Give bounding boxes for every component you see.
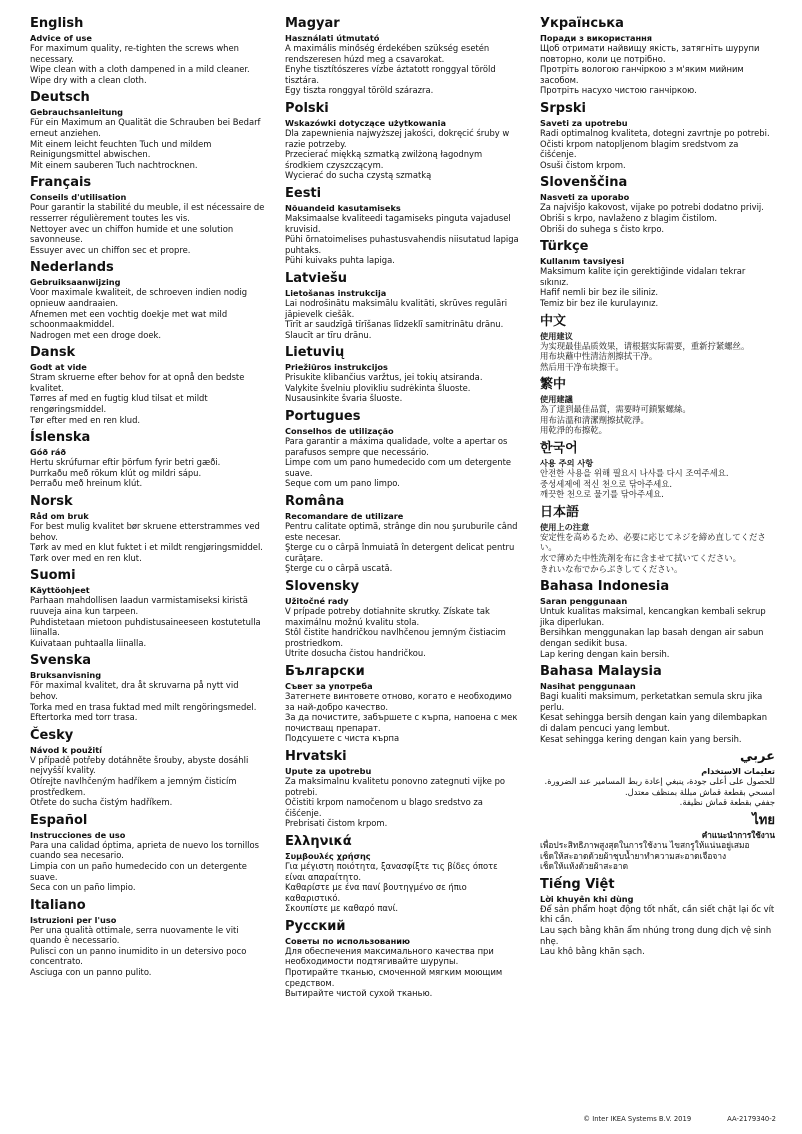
instruction-line: Maksimum kalite için gerektiğinde vidaları tekrar sıkınız. xyxy=(540,266,746,287)
language-name: Español xyxy=(30,812,88,828)
instruction-line: Očistiti krpom namočenom u blago sredstvo za čišćenje. xyxy=(285,797,483,818)
instruction-line: Za maksimalnu kvalitetu ponovno zategnuti vijke po potrebi. xyxy=(285,775,506,797)
language-name: Slovenščina xyxy=(540,175,628,191)
section-eesti xyxy=(285,186,520,266)
instruction-line: Щоб отримати найвищу якість, затягніть шурупи повторно, коли це потрібно. xyxy=(540,43,760,64)
section-subtitle: Upute za upotrebu xyxy=(285,765,372,776)
instruction-line: Prisukite klibančius varžtus, jei tokių atsiranda. xyxy=(285,372,483,383)
instruction-line: Untuk kualitas maksimal, kencangkan kembali sekrup jika diperlukan. xyxy=(540,606,766,627)
section-subtitle: Advice of use xyxy=(30,33,92,43)
instruction-line: Für ein Maximum an Qualität die Schrauben bei Bedarf erneut anziehen. xyxy=(30,117,261,138)
section-cesky xyxy=(30,728,265,808)
language-name: 한국어 xyxy=(540,441,578,457)
instruction-line: きれいな布でからぶきしてください。 xyxy=(540,563,683,574)
instruction-line: Para una calidad óptima, aprieta de nuevo los tornillos cuando sea necesario. xyxy=(30,839,259,861)
section-subtitle: Bruksanvisning xyxy=(30,670,102,681)
instruction-line: Lau sạch bằng khăn ẩm nhúng trong dung dịch vệ sinh nhẹ. xyxy=(540,924,772,946)
instruction-line: Nadrogen met een droge doek. xyxy=(30,329,162,340)
instruction-line: Za najvišjo kakovost, vijake po potrebi dodatno privij. xyxy=(540,202,764,213)
instruction-line: Подсушете с чиста кърпа xyxy=(285,733,400,744)
instruction-line: Σκουπίστε με καθαρό πανί. xyxy=(285,903,399,914)
instruction-line: เพื่อประสิทธิภาพสูงสุดในการใช้งาน ไขสกรูให้แน่นอยู่เสมอ xyxy=(540,839,750,850)
section-subtitle: Saran penggunaan xyxy=(540,596,628,607)
instruction-line: 안전한 사용을 위해 필요시 나사를 다시 조여주세요. xyxy=(540,468,729,479)
instruction-line: Asciuga con un panno pulito. xyxy=(30,967,152,978)
instruction-line: Očisti krpom natopljenom blagim sredstvom za čišćenje. xyxy=(540,138,739,160)
language-name: Français xyxy=(30,175,92,191)
section-subtitle: تعليمات الاستخدام xyxy=(701,766,775,777)
instruction-line: Osuši čistom krpom. xyxy=(540,159,626,170)
footer xyxy=(583,1115,776,1124)
instruction-line: Tørres af med en fugtig klud tilsat et mildt rengøringsmiddel. xyxy=(30,393,208,415)
instruction-line: Torka med en trasa fuktad med milt rengöringsmedel. xyxy=(30,701,257,712)
section-subtitle: Godt at vide xyxy=(30,362,87,373)
instruction-line: Pentru calitate optimă, strânge din nou şuruburile când este necesar. xyxy=(285,521,518,542)
section-slovensky xyxy=(285,579,520,659)
section-subtitle: Nõuandeid kasutamiseks xyxy=(285,202,401,213)
section-italiano xyxy=(30,898,265,978)
section-espanol xyxy=(30,813,265,893)
instruction-line: Limpe com um pano humedecido com um detergente suave. xyxy=(285,457,512,478)
language-name: عربي xyxy=(739,749,775,765)
instruction-line: Pour garantir la stabilité du meuble, il est nécessaire de resserrer régulièrement toutes les vis. xyxy=(30,202,265,223)
instruction-line: Протріть вологою ганчіркою з м'яким мийним засобом. xyxy=(540,64,744,85)
instruction-line: Mit einem sauberen Tuch nachtrocknen. xyxy=(30,159,198,170)
language-name: Slovensky xyxy=(285,579,360,594)
instruction-line: Maksimaalse kvaliteedi tagamiseks pinguta vajadusel kruvisid. xyxy=(285,212,511,234)
instruction-line: Вытирайте чистой сухой тканью. xyxy=(285,988,433,999)
section-lietuviu xyxy=(285,345,520,404)
section-subtitle: Istruzioni per l'uso xyxy=(30,914,117,925)
instruction-line: Stram skruerne efter behov for at opnå den bedste kvalitet. xyxy=(30,372,245,393)
language-name: Lietuvių xyxy=(285,345,345,361)
section-subtitle: Návod k použití xyxy=(30,744,102,755)
language-name: Portugues xyxy=(285,409,361,425)
language-name: Italiano xyxy=(30,897,86,913)
section-russkiy xyxy=(285,919,520,999)
instruction-line: Parhaan mahdollisen laadun varmistamiseksi kiristä ruuveja aina kun tarpeen. xyxy=(30,595,248,616)
instruction-line: Otřete do sucha čistým hadříkem. xyxy=(30,797,173,808)
instruction-line: Затегнете винтовете отново, когато е необходимо за най-добро качество. xyxy=(285,690,512,712)
section-subtitle: Поради з використання xyxy=(540,33,653,43)
language-name: Dansk xyxy=(30,345,76,361)
section-subtitle: Συμβουλές χρήσης xyxy=(285,850,371,861)
language-name: Svenska xyxy=(30,653,92,669)
instruction-line: Temiz bir bez ile kurulayınız. xyxy=(540,297,659,308)
section-subtitle: Съвет за употреба xyxy=(285,680,373,691)
instruction-line: Essuyer avec un chiffon sec et propre. xyxy=(30,244,191,255)
instruction-line: Wycierać do sucha czystą szmatką xyxy=(285,170,432,181)
section-subtitle: Recomandare de utilizare xyxy=(285,511,404,522)
language-name: 中文 xyxy=(540,313,567,329)
section-dansk xyxy=(30,345,265,425)
column-3 xyxy=(540,14,775,1004)
instruction-line: Þurrkaðu með rökum klút og mildri sápu. xyxy=(30,467,202,478)
section-thai xyxy=(540,813,775,872)
instruction-line: للحصول على أعلى جودة، ينبغي إعادة ربط المسامير عند الضرورة. xyxy=(544,776,775,787)
language-name: Srpski xyxy=(540,100,586,116)
section-chinese-simplified xyxy=(540,314,775,373)
section-ellinika xyxy=(285,834,520,914)
instruction-line: Kesat sehingga kering dengan kain yang bersih. xyxy=(540,733,742,744)
section-nederlands xyxy=(30,260,265,340)
section-norsk xyxy=(30,494,265,563)
section-subtitle: Instrucciones de uso xyxy=(30,829,126,840)
section-bulgarski xyxy=(285,664,520,744)
section-japanese xyxy=(540,505,775,574)
instruction-line: Radi optimalnog kvaliteta, dotegni zavrtnje po potrebi. xyxy=(540,127,770,138)
instruction-line: За да почистите, забършете с кърпа, напоена с мек почистващ препарат. xyxy=(285,712,518,733)
instruction-line: جففي بقطعة قماش نظيفة. xyxy=(679,797,775,808)
section-subtitle: 使用上の注意 xyxy=(540,521,590,532)
section-magyar xyxy=(285,16,520,96)
section-tieng-viet xyxy=(540,877,775,957)
instruction-line: 為了達到最佳品質，需要時可鎖緊螺絲。 xyxy=(540,404,691,415)
instruction-line: امسحي بقطعة قماش مبللة بمنظف معتدل. xyxy=(624,786,775,797)
instruction-line: Prebrisati čistom krpom. xyxy=(285,818,388,829)
language-name: Česky xyxy=(30,727,74,743)
instruction-line: Kuivataan puhtaalla liinalla. xyxy=(30,637,147,648)
section-korean xyxy=(540,441,775,500)
instruction-line: Afnemen met een vochtig doekje met wat mild schoonmaakmiddel. xyxy=(30,308,228,330)
instruction-line: Nettoyer avec un chiffon humide et une solution savonneuse. xyxy=(30,223,234,245)
instruction-line: For best mulig kvalitet bør skruene etterstrammes ved behov. xyxy=(30,521,260,542)
section-subtitle: 使用建議 xyxy=(540,394,573,405)
language-name: Bahasa Indonesia xyxy=(540,579,670,595)
instruction-line: Þerraðu með hreinum klút. xyxy=(30,478,143,489)
section-subtitle: Saveti za upotrebu xyxy=(540,117,628,128)
instruction-line: Pühi õrnatoimelises puhastusvahendis niisutatud lapiga puhtaks. xyxy=(285,234,519,255)
section-subtitle: Kullanım tavsiyesi xyxy=(540,256,625,267)
instruction-line: Para garantir a máxima qualidade, volte a apertar os parafusos sempre que necessário. xyxy=(285,436,508,457)
language-name: Íslenska xyxy=(30,430,91,446)
section-english xyxy=(30,16,265,85)
instruction-line: V prípade potreby dotiahnite skrutky. Získate tak maximálnu možnú kvalitu stola. xyxy=(285,606,490,627)
instruction-line: เช็ดให้แห้งด้วยผ้าสะอาด xyxy=(540,861,629,872)
instruction-line: Lau khô bằng khăn sạch. xyxy=(540,946,645,957)
column-2 xyxy=(285,14,520,1004)
section-subtitle: 사용 주의 사항 xyxy=(540,458,594,469)
instruction-line: Lap kering dengan kain bersih. xyxy=(540,648,670,659)
document-number: AA-2179340-2 xyxy=(727,1115,776,1123)
instruction-line: Mit einem leicht feuchten Tuch und mildem Reinigungsmittel abwischen. xyxy=(30,138,212,160)
section-islenska xyxy=(30,430,265,489)
instruction-line: Şterge cu o cârpă înmuiată în detergent delicat pentru curăţare. xyxy=(285,542,515,563)
language-name: Deutsch xyxy=(30,90,90,106)
section-turkce xyxy=(540,239,775,308)
section-romana xyxy=(285,494,520,574)
section-bahasa-malaysia xyxy=(540,664,775,744)
instruction-line: Şterge cu o cârpă uscată. xyxy=(285,563,393,574)
language-name: Latviešu xyxy=(285,270,348,286)
instruction-line: A maximális minőség érdekében szükség esetén rendszeresen húzd meg a csavarokat. xyxy=(285,43,490,64)
section-svenska xyxy=(30,653,265,722)
instruction-line: För maximal kvalitet, dra åt skruvarna på nytt vid behov. xyxy=(30,680,239,701)
section-subtitle: Conselhos de utilização xyxy=(285,426,394,437)
instruction-line: Καθαρίστε με ένα πανί βουτηγμένο σε ήπιο καθαριστικό. xyxy=(285,882,467,903)
language-name: English xyxy=(30,16,84,31)
section-subtitle: Góð ráð xyxy=(30,447,67,458)
section-subtitle: 使用建议 xyxy=(540,330,573,341)
section-subtitle: Priežiūros instrukcijos xyxy=(285,362,388,373)
instruction-line: Протріть насухо чистою ганчіркою. xyxy=(540,85,697,96)
section-srpski xyxy=(540,101,775,170)
section-deutsch xyxy=(30,90,265,170)
instruction-line: 用布块蘸中性清洁剂擦拭干净。 xyxy=(540,351,658,362)
instruction-line: Протирайте тканью, смоченной мягким моющим средством. xyxy=(285,967,503,988)
section-francais xyxy=(30,175,265,255)
instruction-line: Eftertorka med torr trasa. xyxy=(30,712,138,723)
section-ukrainska xyxy=(540,16,775,96)
instruction-line: 然后用干净布块擦干。 xyxy=(540,361,624,372)
section-polski xyxy=(285,101,520,181)
instruction-line: Pühi kuivaks puhta lapiga. xyxy=(285,255,395,266)
instruction-line: Tīrīt ar saudzīgā tīrīšanas līdzeklī samitrinātu drānu. xyxy=(285,319,504,330)
instruction-line: Tør efter med en ren klud. xyxy=(30,414,141,425)
language-name: Româna xyxy=(285,494,345,510)
instruction-line: Limpia con un paño humedecido con un detergente suave. xyxy=(30,860,247,882)
section-subtitle: Nasveti za uporabo xyxy=(540,192,630,203)
section-subtitle: Nasihat penggunaan xyxy=(540,681,636,692)
language-name: Tiếng Việt xyxy=(540,876,615,892)
section-subtitle: Lietošanas instrukcija xyxy=(285,287,387,298)
instruction-line: Stôl čistite handričkou navlhčenou jemným čistiacim prostriedkom. xyxy=(285,627,506,648)
section-hrvatski xyxy=(285,749,520,829)
instruction-line: Puhdistetaan mietoon puhdistusaineeseen kostutetulla liinalla. xyxy=(30,616,261,638)
section-subtitle: Käyttöohjeet xyxy=(30,585,90,596)
language-name: 日本語 xyxy=(540,504,580,520)
language-name: Ελληνικά xyxy=(285,833,352,849)
instruction-line: Bagi kualiti maksimum, perketatkan semula skru jika perlu. xyxy=(540,691,763,712)
instruction-line: Egy tiszta ronggyal töröld szárazra. xyxy=(285,85,434,96)
instruction-line: Nusausinkite švaria šluoste. xyxy=(285,393,403,404)
instruction-line: Otírejte navlhčeným hadříkem a jemným čisticím prostředkem. xyxy=(30,775,237,797)
instruction-line: 为实现最佳品质效果，请根据实际需要，重新拧紧螺丝。 xyxy=(540,340,750,351)
instruction-line: 安定性を高めるため、必要に応じてネジを締め直してください。 xyxy=(540,531,766,553)
instruction-line: Obriši s krpo, navlaženo z blagim čistilom. xyxy=(540,212,718,223)
instruction-line: Przecierać miękką szmatką zwilżoną łagodnym środkiem czyszczącym. xyxy=(285,149,483,170)
language-name: ไทย xyxy=(752,812,775,828)
section-slovenscina xyxy=(540,175,775,234)
column-1 xyxy=(30,14,265,1004)
section-subtitle: Conseils d'utilisation xyxy=(30,192,127,203)
language-name: Bahasa Malaysia xyxy=(540,664,662,680)
instruction-line: For maximum quality, re-tighten the screws when necessary. xyxy=(30,43,239,64)
instruction-line: 깨끗한 천으로 물기를 닦아주세요. xyxy=(540,489,664,500)
instruction-line: Tørk av med en klut fuktet i et mildt rengjøringsmiddel. xyxy=(30,542,263,553)
instruction-line: Για μέγιστη ποιότητα, ξανασφίξτε τις βίδες όποτε είναι απαραίτητο. xyxy=(285,860,498,882)
instruction-line: Enyhe tisztítószeres vízbe áztatott ronggyal töröld tisztára. xyxy=(285,64,496,85)
language-name: Nederlands xyxy=(30,260,114,276)
section-subtitle: Gebruiksaanwijzing xyxy=(30,277,121,288)
section-subtitle: Råd om bruk xyxy=(30,511,89,522)
language-name: 繁中 xyxy=(540,377,567,393)
instruction-line: Valykite švelniu plovikliu sudrėkinta šluoste. xyxy=(285,382,471,393)
section-chinese-traditional xyxy=(540,377,775,436)
section-subtitle: Wskazówki dotyczące użytkowania xyxy=(285,117,447,128)
instruction-line: Seque com um pano limpo. xyxy=(285,478,400,489)
section-subtitle: Užitočné rady xyxy=(285,596,349,606)
section-subtitle: Gebrauchsanleitung xyxy=(30,107,124,118)
instruction-line: Để sản phẩm hoạt động tốt nhất, cần siết chặt lại ốc vít khi cần. xyxy=(540,903,775,925)
language-name: Türkçe xyxy=(540,239,589,255)
language-name: Suomi xyxy=(30,568,76,584)
section-subtitle: Lời khuyên khi dùng xyxy=(540,893,634,904)
instruction-line: Voor maximale kwaliteit, de schroeven indien nodig opnieuw aandraaien. xyxy=(30,287,248,308)
section-subtitle: Советы по использованию xyxy=(285,935,410,946)
language-name: Українська xyxy=(540,16,624,31)
section-suomi xyxy=(30,568,265,648)
section-subtitle: คำแนะนำการใช้งาน xyxy=(701,829,775,840)
instruction-line: Hafif nemli bir bez ile siliniz. xyxy=(540,287,659,298)
instruction-line: 중성세제에 적신 천으로 닦아주세요. xyxy=(540,478,673,489)
instruction-line: V případě potřeby dotáhněte šrouby, abyste dosáhli nejvyšší kvality. xyxy=(30,754,249,776)
instruction-line: Obriši do suhega s čisto krpo. xyxy=(540,223,665,234)
section-latviesu xyxy=(285,271,520,340)
instruction-line: เช็ดให้สะอาดด้วยผ้าชุบน้ำยาทำความสะอาดเจือจาง xyxy=(540,850,727,861)
instruction-line: 用乾淨的布擦乾。 xyxy=(540,425,607,436)
instruction-line: Wipe dry with a clean cloth. xyxy=(30,74,147,85)
copyright-text: © Inter IKEA Systems B.V. 2019 xyxy=(583,1115,692,1123)
section-portugues xyxy=(285,409,520,489)
language-name: Eesti xyxy=(285,185,322,201)
language-name: Polski xyxy=(285,100,329,116)
instruction-line: Tørk over med en ren klut. xyxy=(30,552,142,563)
instruction-line: Kesat sehingga bersih dengan kain yang dilembapkan di dalam pencuci yang lembut. xyxy=(540,712,768,733)
section-subtitle: Használati útmutató xyxy=(285,33,380,43)
instruction-line: Lai nodrošinātu maksimālu kvalitāti, skrūves regulāri jāpievelk ciešāk. xyxy=(285,297,508,319)
columns-container xyxy=(30,14,776,1004)
instruction-line: Hertu skrúfurnar eftir þörfum fyrir betri gæði. xyxy=(30,457,221,468)
instruction-line: Utrite dosucha čistou handričkou. xyxy=(285,648,426,659)
instruction-line: Dla zapewnienia najwyższej jakości, dokręcić śruby w razie potrzeby. xyxy=(285,127,510,149)
section-bahasa-indonesia xyxy=(540,579,775,659)
instruction-line: 用布沾溫和清潔劑擦拭乾淨。 xyxy=(540,414,649,425)
instruction-line: Wipe clean with a cloth dampened in a mild cleaner. xyxy=(30,64,250,75)
section-arabic xyxy=(540,749,775,808)
instruction-line: Slaucīt ar tīru drānu. xyxy=(285,329,372,340)
language-name: Norsk xyxy=(30,494,73,510)
instruction-line: Для обеспечения максимального качества при необходимости подтягивайте шурупы. xyxy=(285,945,494,967)
language-name: Magyar xyxy=(285,16,340,31)
instruction-line: Per una qualità ottimale, serra nuovamente le viti quando è necessario. xyxy=(30,924,239,946)
instruction-line: Seca con un paño limpio. xyxy=(30,882,136,893)
language-name: Русский xyxy=(285,918,346,934)
language-name: Български xyxy=(285,663,365,679)
language-name: Hrvatski xyxy=(285,748,347,764)
instruction-line: 水で薄めた中性洗剤を布に含ませて拭いてください。 xyxy=(540,553,741,564)
instruction-line: Pulisci con un panno inumidito in un detersivo poco concentrato. xyxy=(30,945,247,967)
instruction-line: Bersihkan menggunakan lap basah dengan air sabun dengan sedikit busa. xyxy=(540,627,764,648)
